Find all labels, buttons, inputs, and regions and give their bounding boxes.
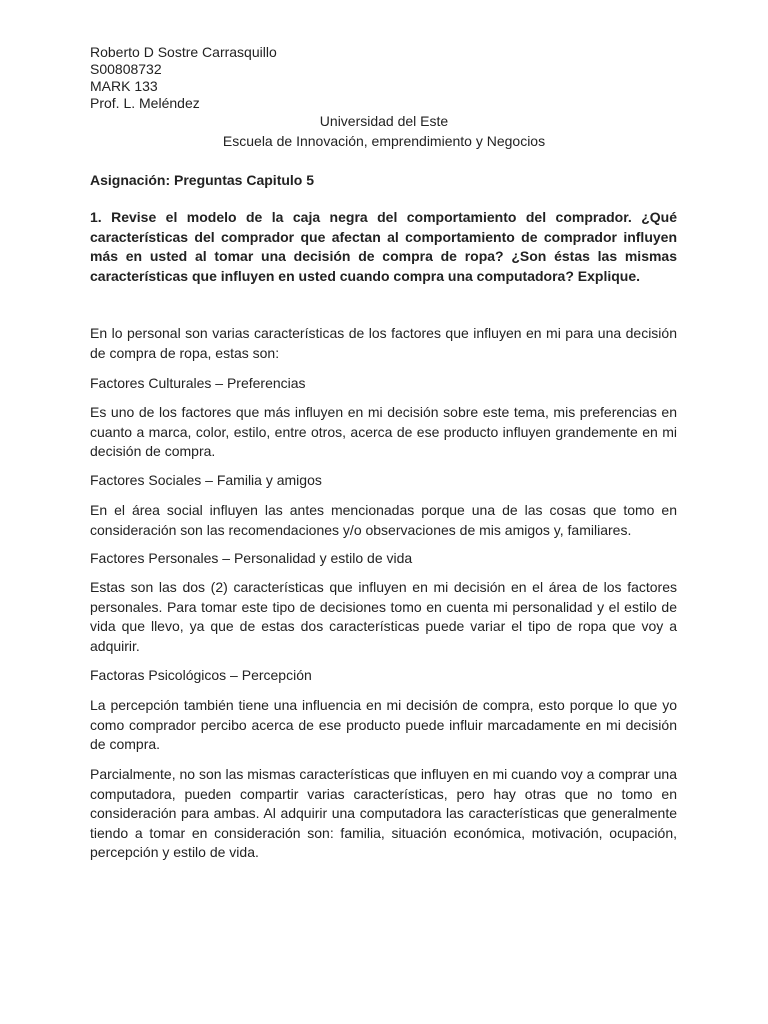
intro-paragraph: En lo personal son varias características de los factores que influyen en mi para una decisión de compra de ropa, estas son: <box>90 325 677 361</box>
author-name: Roberto D Sostre Carrasquillo <box>90 44 277 60</box>
question-text: 1. Revise el modelo de la caja negra del comportamiento del comprador. ¿Qué características del comprador que afectan al comportamiento de comprador influyen más en usted al tomar una decisión de compra de ropa? ¿Son éstas las mismas características que influyen en usted cuando compra una computadora? Explique. <box>90 209 677 284</box>
university-name: Universidad del Este <box>319 113 449 129</box>
professor-name: Prof. L. Meléndez <box>90 95 200 111</box>
factor-social-heading: Factores Sociales – Familia y amigos <box>90 472 322 488</box>
factor-psychological-text: La percepción también tiene una influencia en mi decisión de compra, esto porque lo que yo como comprador percibo acerca de ese producto puede influir marcadamente en mi decisión de compra. <box>90 697 677 752</box>
factor-cultural-text: Es uno de los factores que más influyen en mi decisión sobre este tema, mis preferencias en cuanto a marca, color, estilo, entre otros, acerca de ese producto influyen grandemente en mi decisión de compra. <box>90 404 677 459</box>
factor-cultural-heading: Factores Culturales – Preferencias <box>90 375 306 391</box>
school-name: Escuela de Innovación, emprendimiento y Negocios <box>222 133 546 149</box>
factor-psychological-heading: Factoras Psicológicos – Percepción <box>90 667 312 683</box>
student-id: S00808732 <box>90 61 162 77</box>
author-header <box>90 44 277 112</box>
conclusion-paragraph: Parcialmente, no son las mismas características que influyen en mi cuando voy a comprar una computadora, pueden compartir varias características, pero hay otras que no tomo en consideración para ambas. Al adquirir una computadora las características que generalmente tiendo a tomar en consideración son: familia, situación económica, motivación, ocupación, percepción y estilo de vida. <box>90 766 677 860</box>
assignment-title: Asignación: Preguntas Capitulo 5 <box>90 172 315 188</box>
factor-social-text: En el área social influyen las antes mencionadas porque una de las cosas que tomo en consideración son las recomendaciones y/o observaciones de mis amigos y, familiares. <box>90 502 677 538</box>
course-code: MARK 133 <box>90 78 158 94</box>
factor-personal-text: Estas son las dos (2) características que influyen en mi decisión en el área de los factores personales. Para tomar este tipo de decisiones tomo en cuenta mi personalidad y el estilo de vida que llevo, ya que de estas dos características puede variar el tipo de ropa que voy a adquirir. <box>90 579 677 654</box>
factor-personal-heading: Factores Personales – Personalidad y estilo de vida <box>90 550 413 566</box>
